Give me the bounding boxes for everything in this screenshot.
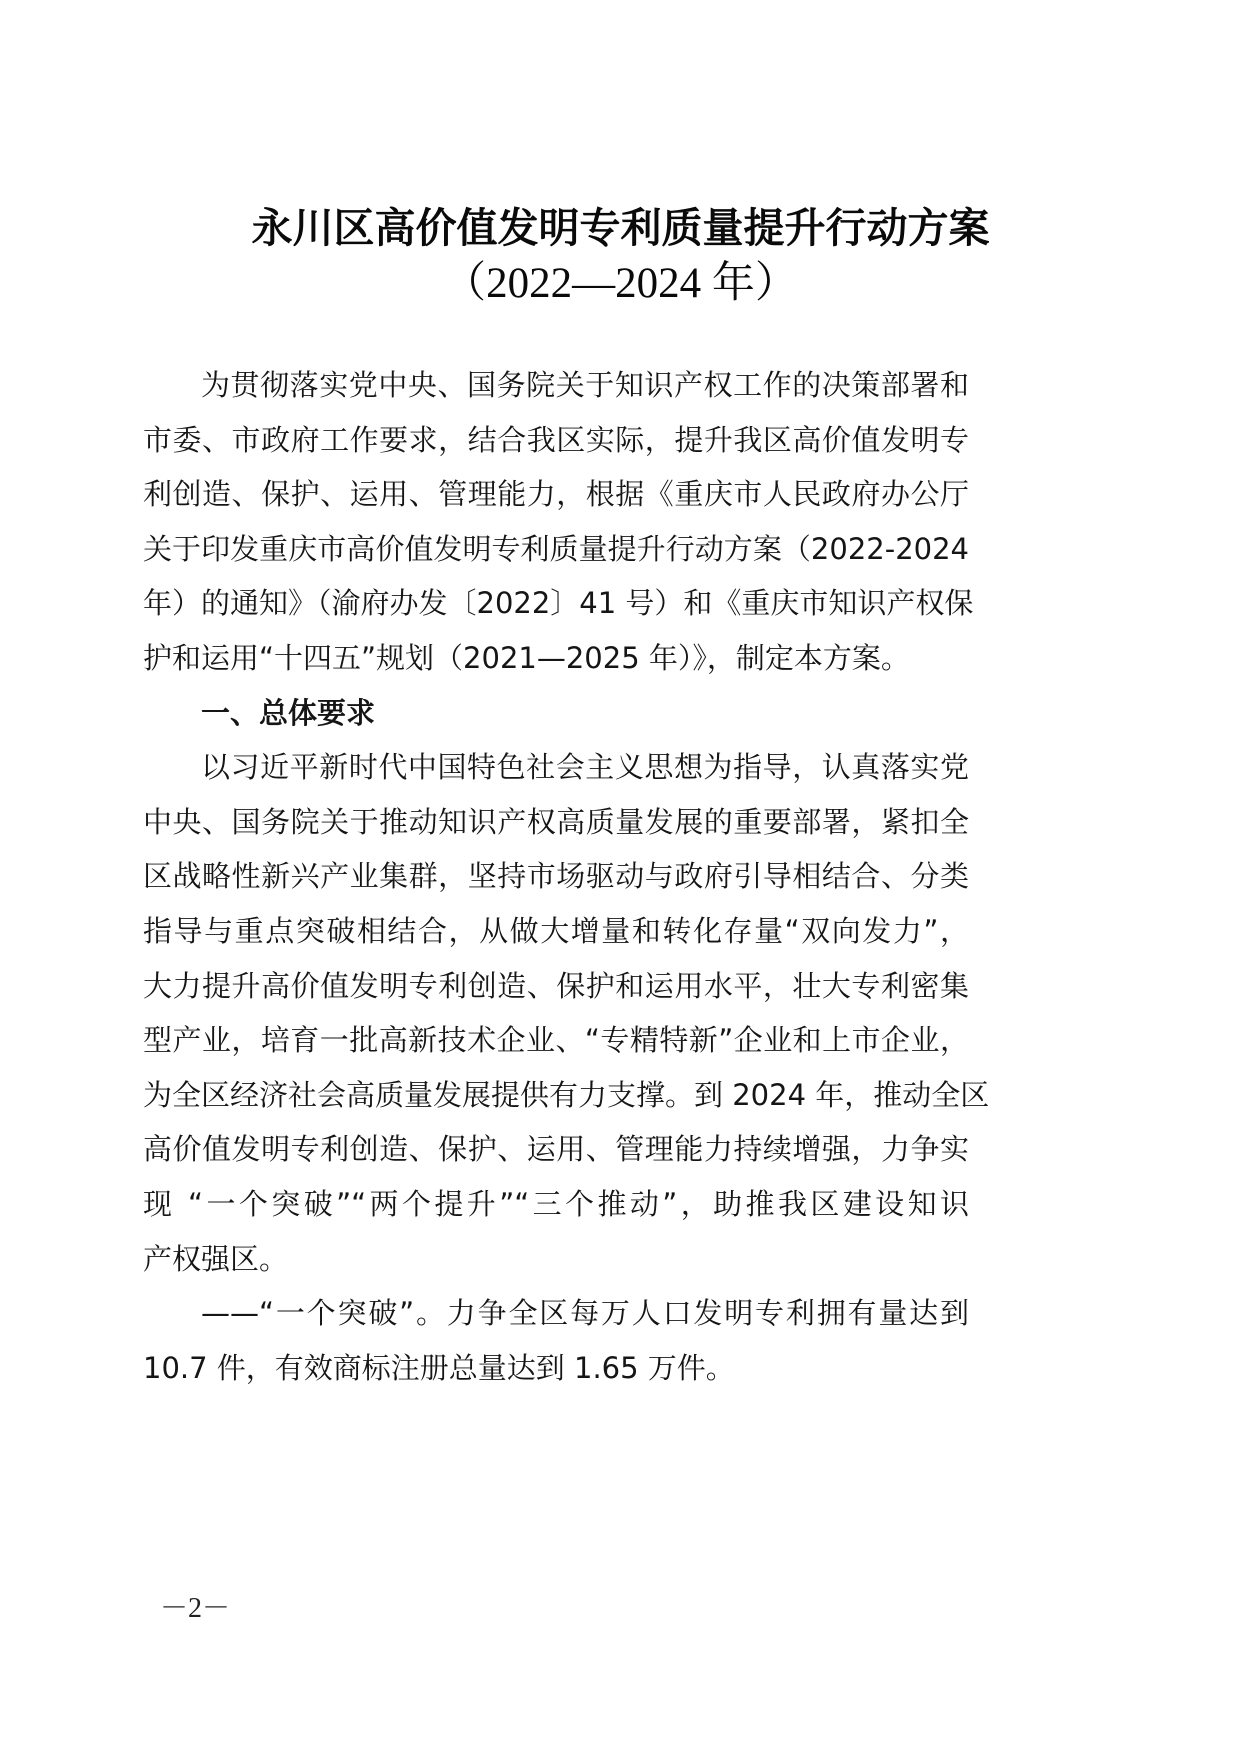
text-line: 产权强区。 xyxy=(143,1241,289,1276)
breakthrough-paragraph xyxy=(143,1286,969,1395)
text-line: 年）的通知》（渝府办发〔2022〕41 号）和《重庆市知识产权保 xyxy=(143,586,974,621)
text-line: 关于印发重庆市高价值发明专利质量提升行动方案（2022-2024 xyxy=(143,531,969,566)
text-line: 现 “一个突破”“两个提升”“三个推动”，助推我区建设知识 xyxy=(143,1186,969,1221)
text-line: 为贯彻落实党中央、国务院关于知识产权工作的决策部署和 xyxy=(201,368,969,402)
text-line: 利创造、保护、运用、管理能力，根据《重庆市人民政府办公厅 xyxy=(143,477,969,512)
text-line: 10.7 件，有效商标注册总量达到 1.65 万件。 xyxy=(143,1350,735,1385)
text-line: ——“一个突破”。力争全区每万人口发明专利拥有量达到 xyxy=(201,1296,969,1331)
text-line: 中央、国务院关于推动知识产权高质量发展的重要部署，紧扣全 xyxy=(143,804,969,839)
section-heading: 一、总体要求 xyxy=(201,695,376,730)
text-line: 护和运用“十四五”规划（2021—2025 年）》，制定本方案。 xyxy=(143,640,910,675)
general-requirements-paragraph xyxy=(143,740,990,1286)
text-line: 型产业，培育一批高新技术企业、“专精特新”企业和上市企业， xyxy=(143,1023,969,1058)
text-line: 市委、市政府工作要求，结合我区实际，提升我区高价值发明专 xyxy=(143,422,969,457)
text-line: 以习近平新时代中国特色社会主义思想为指导，认真落实党 xyxy=(201,750,969,785)
text-line: 大力提升高价值发明专利创造、保护和运用水平，壮大专利密集 xyxy=(143,968,969,1003)
document-body xyxy=(143,358,990,1395)
document-subtitle: （2022—2024 年） xyxy=(443,260,798,307)
page-number: －2－ xyxy=(160,1593,231,1624)
document-title: 永川区高价值发明专利质量提升行动方案 xyxy=(251,204,990,252)
intro-paragraph xyxy=(143,358,974,686)
text-line: 指导与重点突破相结合，从做大增量和转化存量“双向发力”， xyxy=(143,913,969,948)
text-line: 区战略性新兴产业集群，坚持市场驱动与政府引导相结合、分类 xyxy=(143,859,969,894)
text-line: 高价值发明专利创造、保护、运用、管理能力持续增强，力争实 xyxy=(143,1132,969,1167)
text-line: 为全区经济社会高质量发展提供有力支撑。到 2024 年，推动全区 xyxy=(143,1077,990,1112)
